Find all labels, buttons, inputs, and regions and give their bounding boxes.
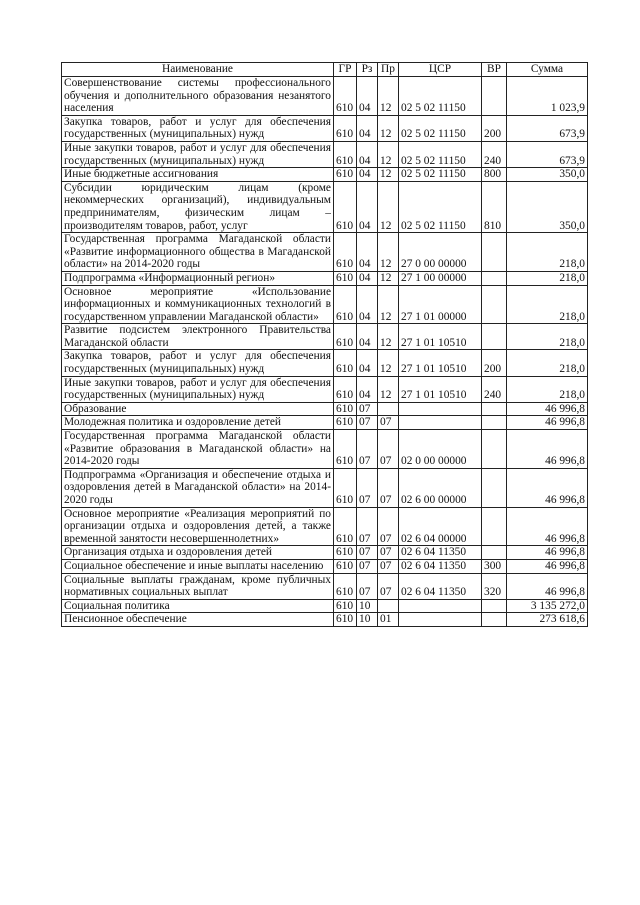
cell-sum: 218,0 (507, 324, 588, 350)
table-row (62, 77, 588, 116)
table-row (62, 233, 588, 272)
cell-gr: 610 (334, 141, 357, 167)
cell-pr: 12 (378, 271, 399, 285)
cell-name: Подпрограмма «Информационный регион» (62, 271, 334, 285)
cell-csr: 02 6 04 11350 (399, 546, 482, 560)
cell-csr: 27 1 00 00000 (399, 271, 482, 285)
cell-vr (482, 233, 507, 272)
table-row (62, 430, 588, 469)
cell-rz: 04 (357, 77, 378, 116)
cell-csr: 02 5 02 11150 (399, 181, 482, 232)
cell-rz: 07 (357, 468, 378, 507)
cell-sum: 46 996,8 (507, 507, 588, 546)
cell-csr: 27 0 00 00000 (399, 233, 482, 272)
cell-vr (482, 416, 507, 430)
cell-gr: 610 (334, 115, 357, 141)
cell-vr: 200 (482, 115, 507, 141)
cell-rz: 07 (357, 546, 378, 560)
table-row (62, 599, 588, 613)
cell-sum: 218,0 (507, 350, 588, 376)
cell-gr: 610 (334, 376, 357, 402)
cell-sum: 218,0 (507, 376, 588, 402)
table-row (62, 402, 588, 416)
cell-vr (482, 285, 507, 324)
cell-pr: 12 (378, 168, 399, 182)
table-body (62, 77, 588, 627)
cell-name: Закупка товаров, работ и услуг для обеспечения государственных (муниципальных) нужд (62, 115, 334, 141)
cell-name: Развитие подсистем электронного Правительства Магаданской области (62, 324, 334, 350)
cell-pr: 07 (378, 416, 399, 430)
cell-name: Государственная программа Магаданской области «Развитие информационного общества в Магаданской области» на 2014-2020 годы (62, 233, 334, 272)
cell-rz: 10 (357, 599, 378, 613)
cell-vr: 240 (482, 376, 507, 402)
cell-name: Организация отдыха и оздоровления детей (62, 546, 334, 560)
cell-gr: 610 (334, 573, 357, 599)
cell-pr (378, 402, 399, 416)
cell-sum: 46 996,8 (507, 559, 588, 573)
cell-sum: 673,9 (507, 141, 588, 167)
cell-rz: 07 (357, 416, 378, 430)
cell-gr: 610 (334, 613, 357, 627)
budget-table (61, 62, 588, 627)
cell-name: Образование (62, 402, 334, 416)
cell-pr: 01 (378, 613, 399, 627)
cell-csr: 27 1 01 10510 (399, 324, 482, 350)
cell-sum: 46 996,8 (507, 416, 588, 430)
cell-gr: 610 (334, 546, 357, 560)
cell-gr: 610 (334, 168, 357, 182)
table-row (62, 416, 588, 430)
cell-gr: 610 (334, 271, 357, 285)
cell-gr: 610 (334, 402, 357, 416)
cell-sum: 3 135 272,0 (507, 599, 588, 613)
cell-name: Основное мероприятие «Использование информационных и коммуникационных технологий в государственном управлении Магаданской области» (62, 285, 334, 324)
cell-rz: 04 (357, 285, 378, 324)
cell-vr: 320 (482, 573, 507, 599)
cell-sum: 1 023,9 (507, 77, 588, 116)
cell-sum: 273 618,6 (507, 613, 588, 627)
cell-gr: 610 (334, 77, 357, 116)
cell-csr: 02 5 02 11150 (399, 168, 482, 182)
cell-sum: 350,0 (507, 168, 588, 182)
cell-vr (482, 599, 507, 613)
table-row (62, 115, 588, 141)
cell-name: Социальная политика (62, 599, 334, 613)
cell-csr: 27 1 01 00000 (399, 285, 482, 324)
cell-sum: 46 996,8 (507, 546, 588, 560)
cell-csr: 02 6 00 00000 (399, 468, 482, 507)
cell-sum: 46 996,8 (507, 468, 588, 507)
cell-name: Иные закупки товаров, работ и услуг для обеспечения государственных (муниципальных) нужд (62, 376, 334, 402)
table-row (62, 507, 588, 546)
cell-name: Подпрограмма «Организация и обеспечение отдыха и оздоровления детей в Магаданской области» на 2014-2020 годы (62, 468, 334, 507)
table-row (62, 376, 588, 402)
cell-pr: 12 (378, 141, 399, 167)
cell-pr: 07 (378, 559, 399, 573)
cell-csr: 02 6 04 11350 (399, 573, 482, 599)
header-rz: Рз (357, 63, 378, 77)
cell-name: Молодежная политика и оздоровление детей (62, 416, 334, 430)
cell-pr: 07 (378, 573, 399, 599)
cell-name: Социальные выплаты гражданам, кроме публичных нормативных социальных выплат (62, 573, 334, 599)
cell-vr (482, 507, 507, 546)
cell-csr (399, 402, 482, 416)
cell-sum: 218,0 (507, 271, 588, 285)
cell-rz: 04 (357, 115, 378, 141)
cell-name: Пенсионное обеспечение (62, 613, 334, 627)
cell-sum: 46 996,8 (507, 402, 588, 416)
cell-vr (482, 324, 507, 350)
cell-gr: 610 (334, 416, 357, 430)
cell-rz: 04 (357, 350, 378, 376)
cell-vr: 800 (482, 168, 507, 182)
cell-csr (399, 613, 482, 627)
cell-csr: 02 6 04 00000 (399, 507, 482, 546)
cell-pr: 07 (378, 546, 399, 560)
cell-rz: 07 (357, 507, 378, 546)
cell-sum: 46 996,8 (507, 430, 588, 469)
cell-gr: 610 (334, 430, 357, 469)
cell-rz: 07 (357, 430, 378, 469)
table-header-row (62, 63, 588, 77)
cell-pr: 07 (378, 468, 399, 507)
cell-csr: 02 6 04 11350 (399, 559, 482, 573)
cell-csr (399, 416, 482, 430)
cell-rz: 04 (357, 271, 378, 285)
cell-pr: 12 (378, 324, 399, 350)
cell-name: Иные закупки товаров, работ и услуг для обеспечения государственных (муниципальных) нужд (62, 141, 334, 167)
cell-name: Государственная программа Магаданской области «Развитие образования в Магаданской области» на 2014-2020 годы (62, 430, 334, 469)
cell-csr: 27 1 01 10510 (399, 350, 482, 376)
cell-vr: 300 (482, 559, 507, 573)
cell-name: Иные бюджетные ассигнования (62, 168, 334, 182)
cell-rz: 04 (357, 324, 378, 350)
cell-rz: 07 (357, 573, 378, 599)
cell-vr: 810 (482, 181, 507, 232)
cell-csr: 27 1 01 10510 (399, 376, 482, 402)
cell-sum: 218,0 (507, 285, 588, 324)
cell-gr: 610 (334, 285, 357, 324)
cell-csr: 02 0 00 00000 (399, 430, 482, 469)
cell-gr: 610 (334, 599, 357, 613)
cell-gr: 610 (334, 181, 357, 232)
cell-csr: 02 5 02 11150 (399, 115, 482, 141)
cell-vr (482, 271, 507, 285)
cell-csr: 02 5 02 11150 (399, 141, 482, 167)
cell-sum: 350,0 (507, 181, 588, 232)
table-row (62, 271, 588, 285)
header-csr: ЦСР (399, 63, 482, 77)
cell-pr (378, 599, 399, 613)
table-row (62, 613, 588, 627)
cell-vr: 200 (482, 350, 507, 376)
cell-rz: 10 (357, 613, 378, 627)
cell-vr (482, 546, 507, 560)
header-vr: ВР (482, 63, 507, 77)
cell-gr: 610 (334, 350, 357, 376)
cell-sum: 673,9 (507, 115, 588, 141)
cell-pr: 12 (378, 376, 399, 402)
table-row (62, 285, 588, 324)
table-row (62, 573, 588, 599)
cell-pr: 07 (378, 430, 399, 469)
cell-sum: 46 996,8 (507, 573, 588, 599)
cell-vr (482, 613, 507, 627)
table-row (62, 324, 588, 350)
cell-gr: 610 (334, 324, 357, 350)
header-gr: ГР (334, 63, 357, 77)
cell-rz: 04 (357, 181, 378, 232)
cell-pr: 12 (378, 181, 399, 232)
cell-sum: 218,0 (507, 233, 588, 272)
cell-name: Закупка товаров, работ и услуг для обеспечения государственных (муниципальных) нужд (62, 350, 334, 376)
table-row (62, 141, 588, 167)
table-row (62, 546, 588, 560)
cell-pr: 12 (378, 115, 399, 141)
cell-rz: 04 (357, 376, 378, 402)
cell-csr: 02 5 02 11150 (399, 77, 482, 116)
cell-csr (399, 599, 482, 613)
cell-rz: 04 (357, 141, 378, 167)
cell-gr: 610 (334, 468, 357, 507)
cell-pr: 12 (378, 285, 399, 324)
cell-vr (482, 402, 507, 416)
cell-pr: 07 (378, 507, 399, 546)
table-row (62, 181, 588, 232)
cell-name: Социальное обеспечение и иные выплаты населению (62, 559, 334, 573)
cell-name: Основное мероприятие «Реализация мероприятий по организации отдыха и оздоровления детей, а также временной занятости несовершеннолетних» (62, 507, 334, 546)
cell-rz: 04 (357, 233, 378, 272)
table-row (62, 559, 588, 573)
cell-rz: 07 (357, 402, 378, 416)
table-row (62, 468, 588, 507)
cell-rz: 07 (357, 559, 378, 573)
cell-pr: 12 (378, 77, 399, 116)
table-row (62, 350, 588, 376)
table-row (62, 168, 588, 182)
cell-vr (482, 430, 507, 469)
header-sum: Сумма (507, 63, 588, 77)
cell-name: Субсидии юридическим лицам (кроме некоммерческих организаций), индивидуальным предпринимателям, физическим лицам – производителям товаров, работ, услуг (62, 181, 334, 232)
cell-gr: 610 (334, 559, 357, 573)
cell-name: Совершенствование системы профессионального обучения и дополнительного образования незанятого населения (62, 77, 334, 116)
cell-vr (482, 468, 507, 507)
cell-gr: 610 (334, 233, 357, 272)
cell-pr: 12 (378, 350, 399, 376)
cell-vr: 240 (482, 141, 507, 167)
header-name: Наименование (62, 63, 334, 77)
cell-pr: 12 (378, 233, 399, 272)
cell-gr: 610 (334, 507, 357, 546)
cell-vr (482, 77, 507, 116)
header-pr: Пр (378, 63, 399, 77)
cell-rz: 04 (357, 168, 378, 182)
